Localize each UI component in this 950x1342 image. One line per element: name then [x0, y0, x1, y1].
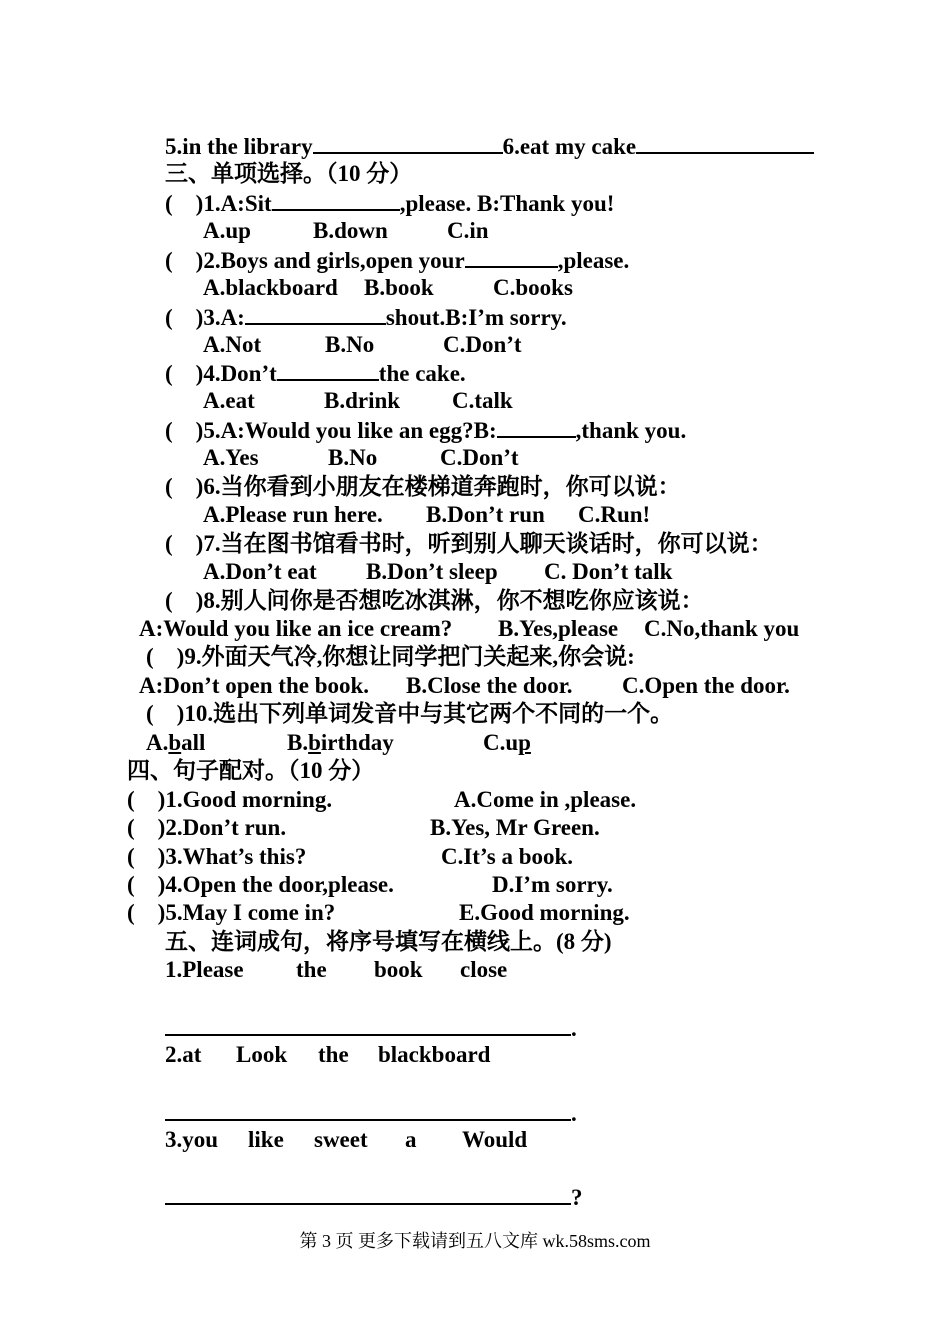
- s5-item-1-blank[interactable]: [165, 1014, 571, 1036]
- s3-q1-option-a: A.up: [203, 218, 251, 243]
- s3-q6-option-c: C.Run!: [578, 502, 651, 527]
- s3-q7-option-c: C. Don’t talk: [544, 559, 673, 584]
- s3-q5-stem: ( )5.A:Would you like an egg?B:: [165, 418, 497, 443]
- s3-q5-option-a: A.Yes: [203, 445, 259, 470]
- s3-q9-option-c: C.Open the door.: [622, 673, 790, 698]
- s4-left-2: ( )2.Don’t run.: [127, 815, 287, 840]
- q6-phrase: 6.eat my cake: [502, 134, 637, 159]
- s4-left-3: ( )3.What’s this?: [127, 844, 307, 869]
- s3-question-9: ( )9.外面天气冷,你想让同学把门关起来,你会说:: [146, 644, 635, 669]
- s3-q6-option-b: B.Don’t run: [426, 502, 545, 527]
- s3-q2-blank[interactable]: [465, 246, 558, 268]
- s3-q7-option-a: A.Don’t eat: [203, 559, 317, 584]
- s3-q1-after: ,please. B:Thank you!: [399, 191, 615, 216]
- s3-q3-option-c: C.Don’t: [443, 332, 522, 357]
- s3-q3-option-a: A.Not: [203, 332, 262, 357]
- s3-q5-option-b: B.No: [328, 445, 378, 470]
- s3-q1-option-c: C.in: [447, 218, 489, 243]
- s3-q5-option-c: C.Don’t: [440, 445, 519, 470]
- section3-heading: 三、单项选择。（10 分）: [165, 161, 413, 186]
- s5-item-1-answer-line[interactable]: [165, 1014, 577, 1043]
- s3-q4-blank[interactable]: [277, 359, 379, 381]
- s3-q2-stem: ( )2.Boys and girls,open your: [165, 248, 465, 273]
- s3-q5-blank[interactable]: [497, 416, 576, 438]
- s3-q4-option-b: B.drink: [324, 388, 401, 413]
- s5-item-3-word-5: Would: [462, 1127, 528, 1152]
- s3-q2-after: ,please.: [557, 248, 630, 273]
- s3-question-5: [165, 416, 686, 445]
- s5-item-3-end: ?: [571, 1185, 583, 1210]
- s3-q3-blank[interactable]: [245, 303, 386, 325]
- s3-q9-option-b: B.Close the door.: [406, 673, 573, 698]
- s5-item-1-word-3: book: [374, 957, 423, 982]
- s4-left-5: ( )5.May I come in?: [127, 900, 336, 925]
- s3-question-2: [165, 246, 629, 275]
- s3-q6-option-a: A.Please run here.: [203, 502, 383, 527]
- s5-item-3-blank[interactable]: [165, 1183, 571, 1205]
- s3-q4-stem: ( )4.Don’t: [165, 361, 277, 386]
- s5-item-3-word-1: 3.you: [165, 1127, 219, 1152]
- s5-item-2-end: .: [571, 1101, 577, 1126]
- s3-question-1: [165, 189, 614, 218]
- s4-left-1: ( )1.Good morning.: [127, 787, 333, 812]
- s5-item-1-end: .: [571, 1016, 577, 1041]
- s5-item-2-word-4: blackboard: [378, 1042, 491, 1067]
- s5-item-2-answer-line[interactable]: [165, 1099, 577, 1128]
- s3-q10-option-a: A.ball: [146, 730, 206, 755]
- s3-q1-blank[interactable]: [272, 189, 400, 211]
- s3-q2-option-c: C.books: [493, 275, 573, 300]
- s3-q2-option-a: A.blackboard: [203, 275, 338, 300]
- s4-left-4: ( )4.Open the door,please.: [127, 872, 394, 897]
- s3-q3-after: shout.B:I’m sorry.: [385, 305, 567, 330]
- s3-q7-option-b: B.Don’t sleep: [366, 559, 498, 584]
- s3-q1-stem: ( )1.A:Sit: [165, 191, 272, 216]
- s5-item-2-word-1: 2.at: [165, 1042, 202, 1067]
- s3-question-3: [165, 303, 567, 332]
- s4-right-a: A.Come in ,please.: [454, 787, 637, 812]
- s5-item-2-word-2: Look: [236, 1042, 288, 1067]
- s3-q10-option-b: B.birthday: [287, 730, 394, 755]
- s3-q5-after: ,thank you.: [575, 418, 687, 443]
- q5-phrase-line: [165, 132, 814, 161]
- q6-answer-blank[interactable]: [636, 132, 814, 154]
- section5-heading: 五、连词成句，将序号填写在横线上。(8 分): [165, 929, 612, 954]
- s3-q4-after: the cake.: [378, 361, 466, 386]
- s5-item-2-blank[interactable]: [165, 1099, 571, 1121]
- s5-item-3-word-3: sweet: [314, 1127, 368, 1152]
- s4-right-c: C.It’s a book.: [441, 844, 574, 869]
- s3-question-8: ( )8.别人问你是否想吃冰淇淋，你不想吃你应该说：: [165, 588, 704, 613]
- q5-phrase: 5.in the library: [165, 134, 313, 159]
- s3-q3-option-b: B.No: [325, 332, 375, 357]
- s3-question-7: ( )7.当在图书馆看书时，听到别人聊天谈话时，你可以说：: [165, 531, 773, 556]
- s3-q8-option-b: B.Yes,please: [498, 616, 619, 641]
- s5-item-1-word-1: 1.Please: [165, 957, 244, 982]
- s3-question-10: ( )10.选出下列单词发音中与其它两个不同的一个。: [146, 701, 674, 726]
- s4-right-e: E.Good morning.: [459, 900, 630, 925]
- s3-question-6: ( )6.当你看到小朋友在楼梯道奔跑时，你可以说：: [165, 474, 681, 499]
- s3-q1-option-b: B.down: [313, 218, 388, 243]
- q5-answer-blank[interactable]: [313, 132, 503, 154]
- s5-item-2-word-3: the: [318, 1042, 349, 1067]
- s5-item-3-answer-line[interactable]: [165, 1183, 583, 1212]
- s5-item-3-word-4: a: [405, 1127, 417, 1152]
- s3-q8-option-c: C.No,thank you: [644, 616, 800, 641]
- s3-q3-stem: ( )3.A:: [165, 305, 245, 330]
- s3-question-4: [165, 359, 466, 388]
- page-footer: 第 3 页 更多下载请到五八文库 wk.58sms.com: [299, 1231, 651, 1251]
- s3-q4-option-a: A.eat: [203, 388, 255, 413]
- s3-q4-option-c: C.talk: [452, 388, 513, 413]
- section4-heading: 四、句子配对。（10 分）: [127, 758, 375, 783]
- s5-item-1-word-2: the: [296, 957, 327, 982]
- s3-q9-option-a: A:Don’t open the book.: [139, 673, 370, 698]
- s4-right-b: B.Yes, Mr Green.: [430, 815, 600, 840]
- s3-q8-option-a: A:Would you like an ice cream?: [139, 616, 453, 641]
- s3-q2-option-b: B.book: [364, 275, 434, 300]
- s5-item-1-word-4: close: [460, 957, 508, 982]
- s4-right-d: D.I’m sorry.: [492, 872, 613, 897]
- s3-q10-option-c: C.up: [483, 730, 531, 755]
- s5-item-3-word-2: like: [248, 1127, 284, 1152]
